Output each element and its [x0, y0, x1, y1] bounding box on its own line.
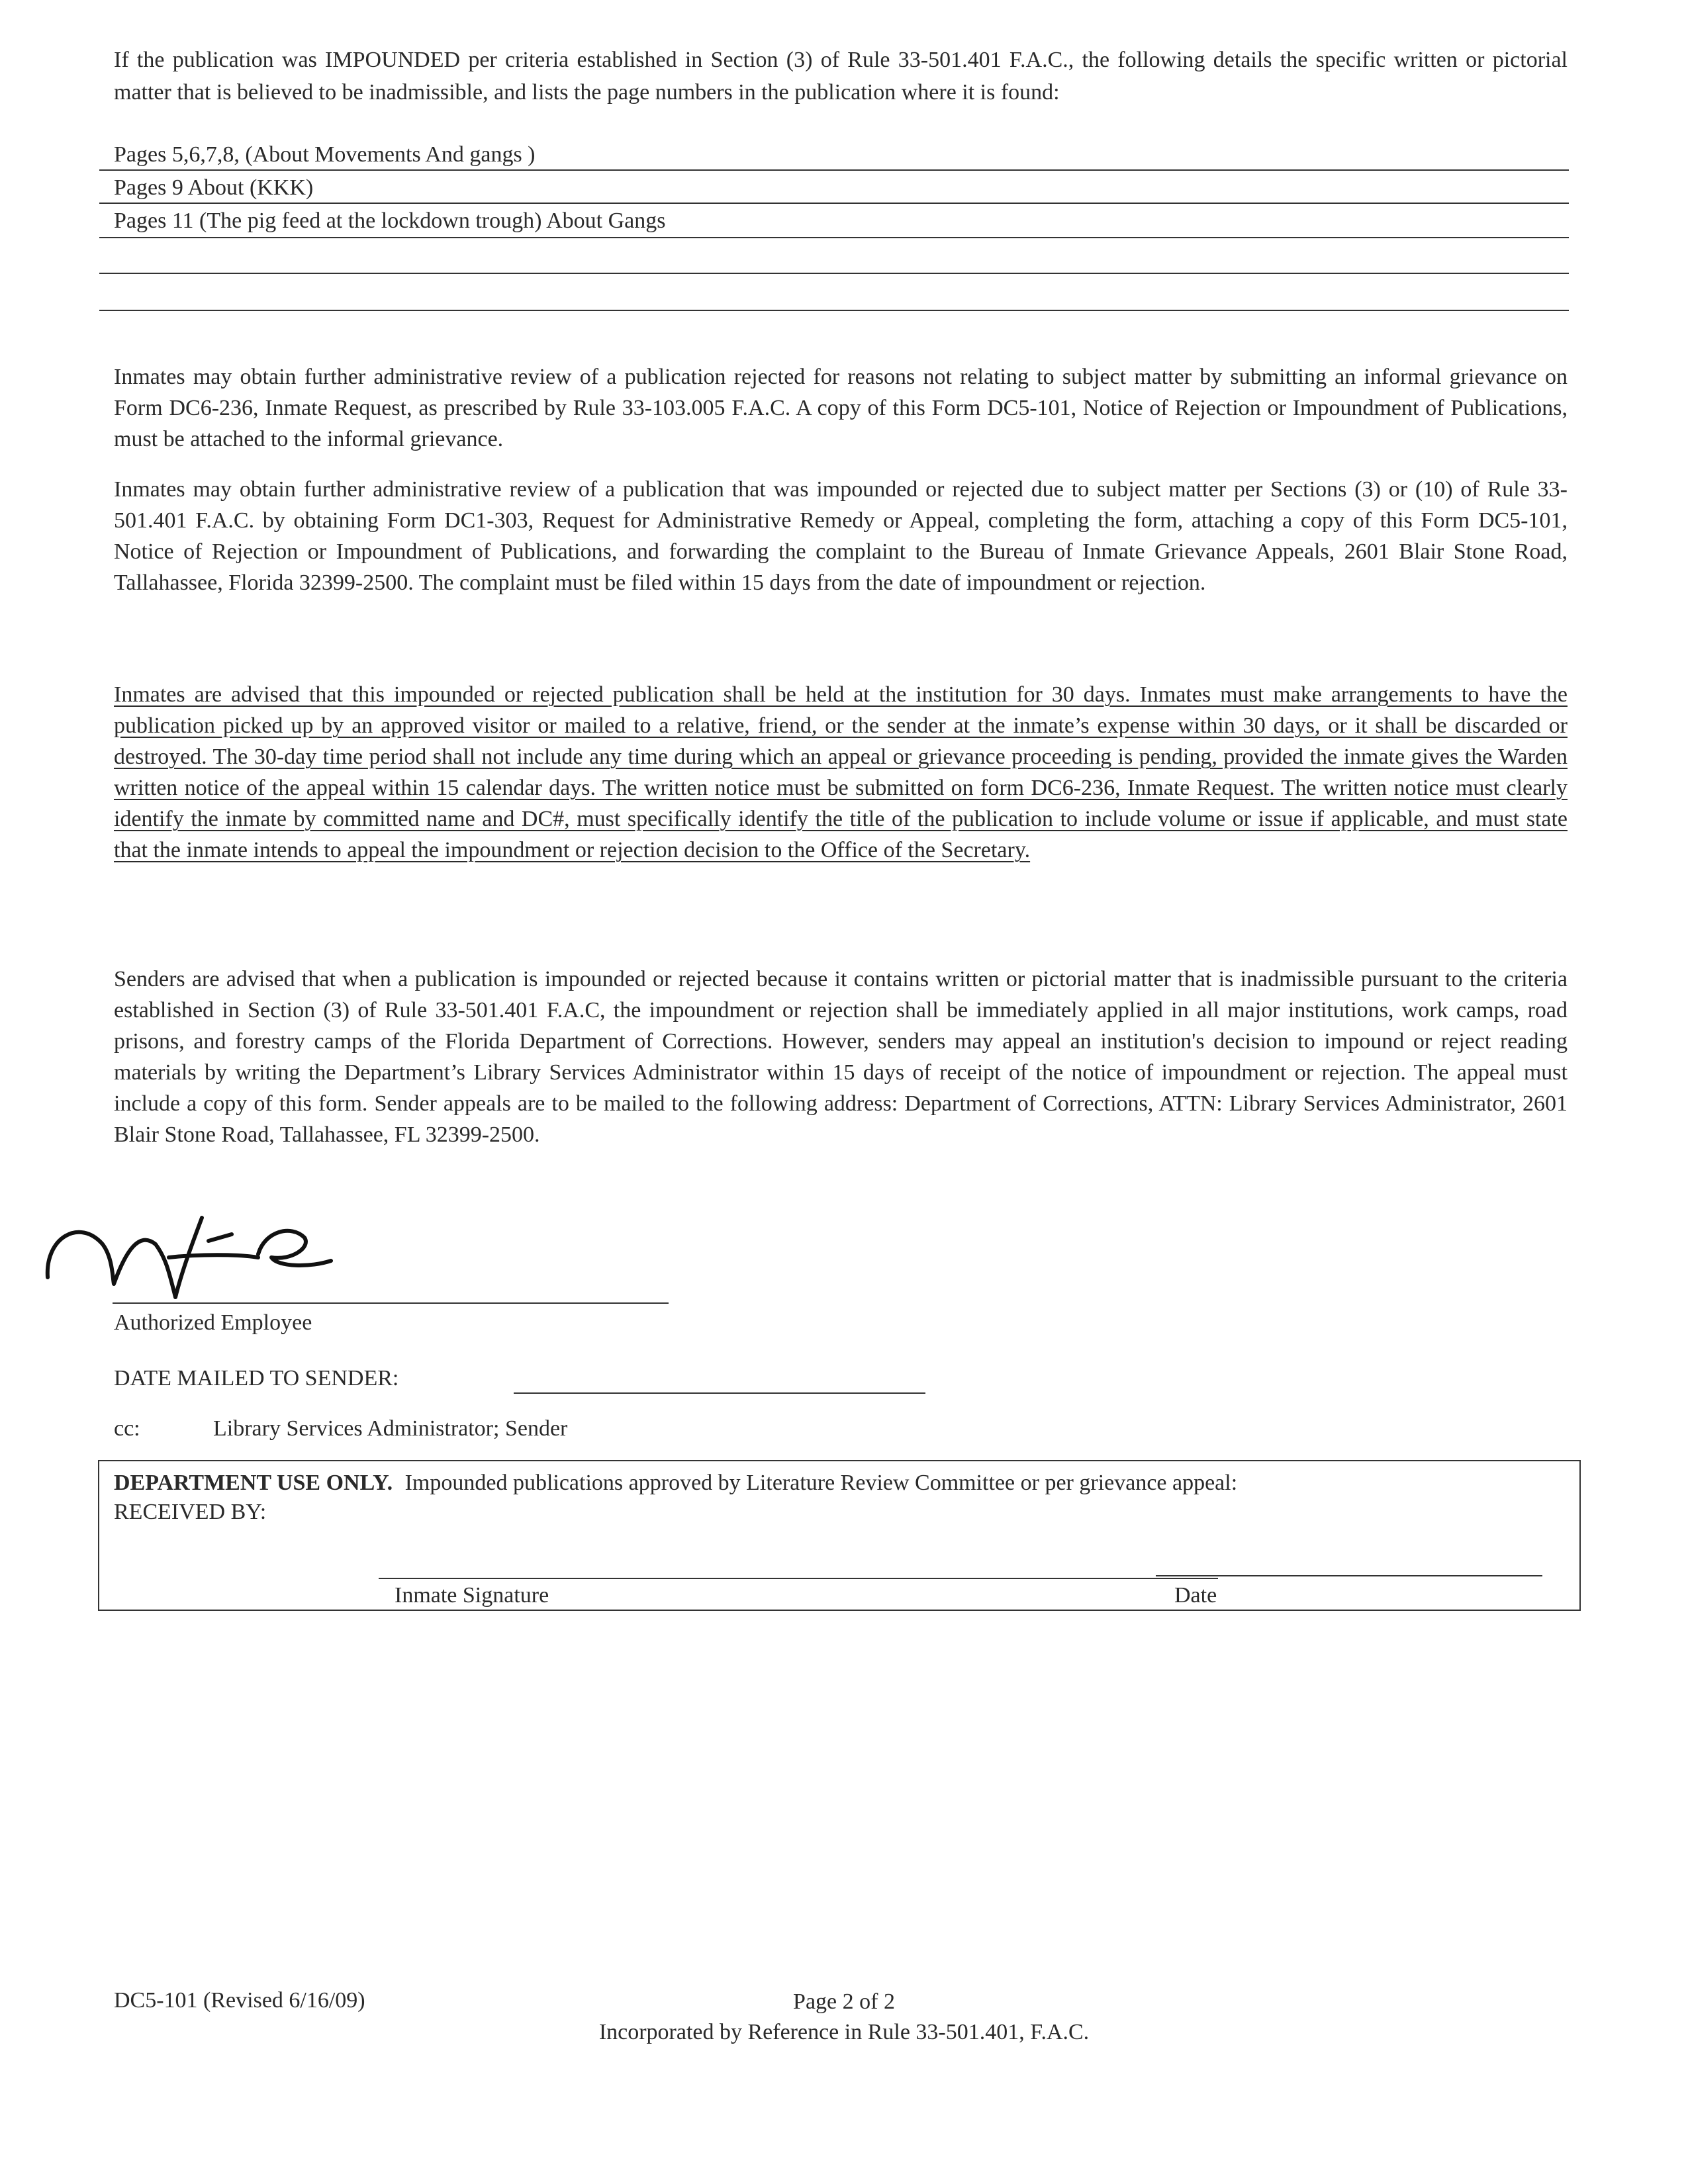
department-use-text [114, 1471, 1237, 1496]
authorized-employee-label: Authorized Employee [114, 1310, 312, 1335]
impound-line-1: Pages 5,6,7,8, (About Movements And gangs ) [114, 142, 536, 167]
inmate-signature-line [379, 1578, 1218, 1579]
impound-line-3: Pages 11 (The pig feed at the lockdown trough) About Gangs [114, 208, 666, 233]
date-label: Date [1174, 1583, 1217, 1608]
cc-label: cc: [114, 1416, 140, 1441]
incorporated-reference: Incorporated by Reference in Rule 33-501.401, F.A.C. [598, 2020, 1090, 2044]
cc-value: Library Services Administrator; Sender [213, 1416, 568, 1441]
received-by-label: RECEIVED BY: [114, 1500, 267, 1524]
impound-rule-5 [99, 310, 1569, 311]
date-mailed-line [514, 1392, 925, 1394]
department-use-heading: DEPARTMENT USE ONLY. [114, 1471, 393, 1495]
employee-signature [40, 1191, 344, 1304]
held-notice-paragraph: Inmates are advised that this impounded or rejected publication shall be held at the institution for 30 days. Inmates must make arrangements to have the publication picked up by an approved visitor or mailed to a relative, friend, or the sender at the inmate’s expense within 30 days, or it shall be discarded or destroyed. The 30-day time period shall not include any time during which an appeal or grievance proceeding is pending, provided the inmate gives the Warden written notice of the appeal within 15 calendar days. The written notice must be submitted on form DC6-236, Inmate Request. The written notice must clearly identify the inmate by committed name and DC#, must specifically identify the title of the publication to include volume or issue if applicable, and must state that the inmate intends to appeal the impoundment or rejection decision to the Office of the Secretary. [114, 682, 1568, 862]
senders-paragraph: Senders are advised that when a publication is impounded or rejected because it contains written or pictorial matter that is inadmissible pursuant to the criteria established in Section (3) of Rule 33-501.401 F.A.C, the impoundment or rejection shall be immediately applied in all major institutions, work camps, road prisons, and forestry camps of the Florida Department of Corrections. However, senders may appeal an institution's decision to impound or reject reading materials by writing the Department’s Library Services Administrator within 15 days of receipt of the notice of impoundment or rejection. The appeal must include a copy of this form. Sender appeals are to be mailed to the following address: Department of Corrections, ATTN: Library Services Administrator, 2601 Blair Stone Road, Tallahassee, FL 32399-2500. [114, 967, 1568, 1147]
impound-intro: If the publication was IMPOUNDED per criteria established in Section (3) of Rule 33-501.401 F.A.C., the following details the specific written or pictorial matter that is believed to be inadmissible, and lists the page numbers in the publication where it is found: [114, 48, 1568, 105]
employee-signature-line [113, 1302, 669, 1304]
department-use-box [98, 1460, 1581, 1611]
date-signature-line [1156, 1575, 1542, 1576]
impound-line-2: Pages 9 About (KKK) [114, 175, 314, 200]
impound-rule-1 [99, 169, 1569, 171]
form-id: DC5-101 (Revised 6/16/09) [114, 1988, 365, 2013]
formal-appeal-paragraph: Inmates may obtain further administrative review of a publication that was impounded or rejected due to subject matter per Sections (3) or (10) of Rule 33-501.401 F.A.C. by obtaining Form DC1-303, Request for Administrative Remedy or Appeal, completing the form, attaching a copy of this Form DC5-101, Notice of Rejection or Impoundment of Publications, and forwarding the complaint to the Bureau of Inmate Grievance Appeals, 2601 Blair Stone Road, Tallahassee, Florida 32399-2500. The complaint must be filed within 15 days from the date of impoundment or rejection. [114, 477, 1568, 595]
impound-rule-3 [99, 237, 1569, 238]
department-use-description: Impounded publications approved by Literature Review Committee or per grievance appeal: [404, 1471, 1238, 1495]
impound-rule-2 [99, 203, 1569, 204]
impound-rule-4 [99, 273, 1569, 274]
date-mailed-label: DATE MAILED TO SENDER: [114, 1366, 399, 1390]
informal-grievance-paragraph: Inmates may obtain further administrative review of a publication rejected for reasons not relating to subject matter by submitting an informal grievance on Form DC6-236, Inmate Request, as prescribed by Rule 33-103.005 F.A.C. A copy of this Form DC5-101, Notice of Rejection or Impoundment of Publications, must be attached to the informal grievance. [114, 365, 1568, 451]
page-number: Page 2 of 2 [793, 1989, 895, 2014]
inmate-signature-label: Inmate Signature [395, 1583, 549, 1608]
